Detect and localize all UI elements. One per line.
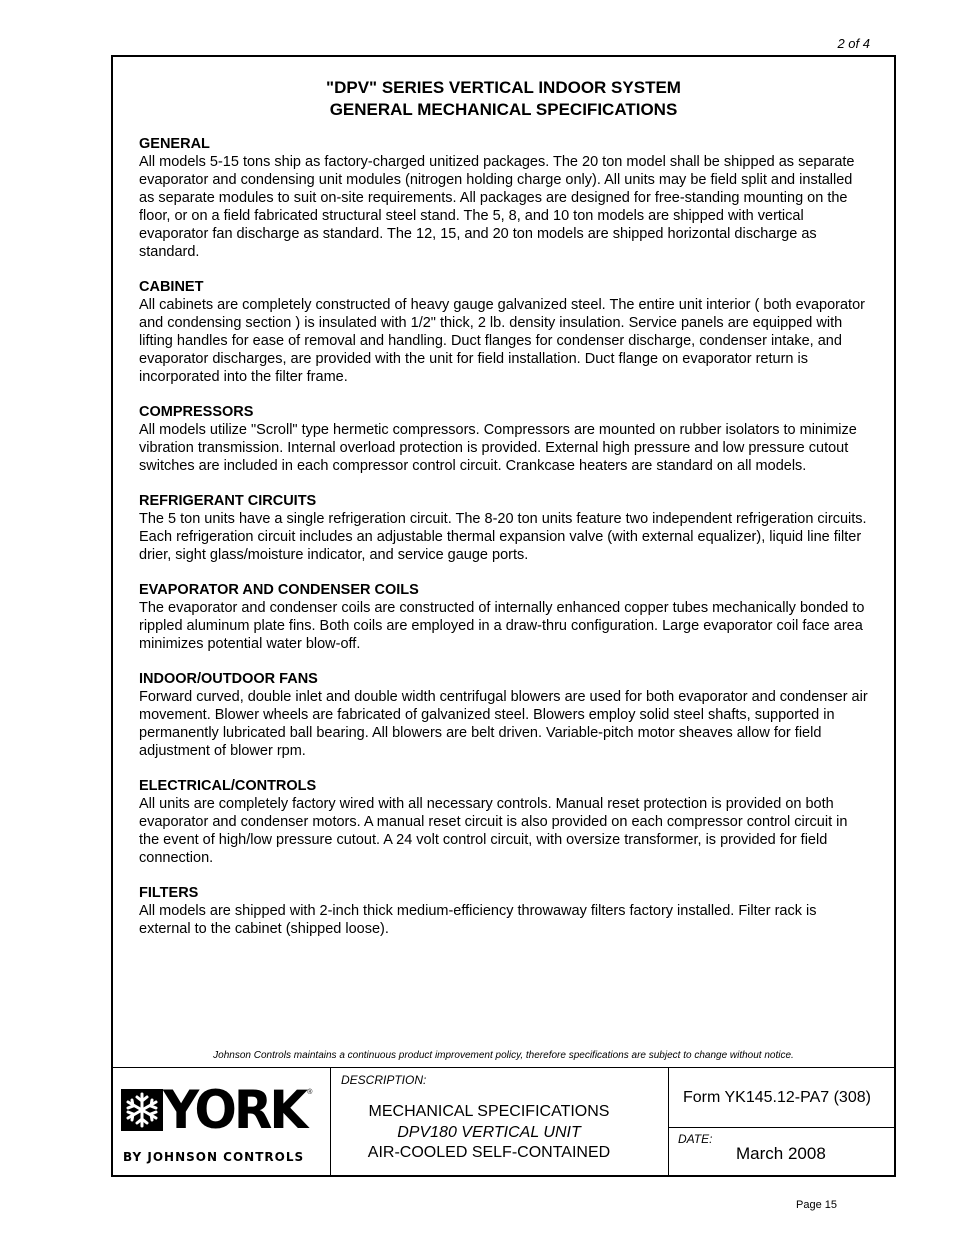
document-title	[113, 77, 894, 121]
york-wordmark: YORK	[163, 1079, 306, 1141]
logo-cell	[113, 1068, 331, 1177]
section-body: All cabinets are completely constructed of heavy gauge galvanized steel. The entire unit interior ( both evaporator and condensing section ) is insulated with 1/2" thick, 2 lb. density insulation. Service panels are equipped with lifting handles for ease of removal and handling. Duct flanges for condenser discharge, condenser intake, and evaporator discharges, are provided with the unit for field installation. Duct flange on evaporator return is incorporated into the filter frame.	[139, 297, 865, 385]
section-body: All models are shipped with 2-inch thick medium-efficiency throwaway filters factory installed. Filter rack is external to the cabinet (shipped loose).	[139, 903, 817, 937]
section-body: All models utilize "Scroll" type hermetic compressors. Compressors are mounted on rubber isolators to minimize vibration transmission. Internal overload protection is provided. External high pressure and low pressure cutout switches are included in each compressor control circuit. Crankcase heaters are standard on all models.	[139, 422, 857, 474]
snowflake-icon	[121, 1089, 163, 1131]
date-value: March 2008	[736, 1144, 826, 1163]
document-frame	[111, 55, 896, 1177]
spec-content	[139, 135, 869, 955]
section-heading: COMPRESSORS	[139, 404, 254, 420]
section-heading: FILTERS	[139, 885, 199, 901]
section-heading: EVAPORATOR AND CONDENSER COILS	[139, 582, 419, 598]
section-heading: INDOOR/OUTDOOR FANS	[139, 671, 318, 687]
description-line-2: DPV180 VERTICAL UNIT	[397, 1123, 581, 1141]
section-heading: CABINET	[139, 279, 204, 295]
description-cell	[330, 1068, 669, 1177]
registered-mark: ®	[307, 1088, 313, 1096]
date-cell	[668, 1128, 894, 1177]
johnson-controls-tagline: BY JOHNSON CONTROLS	[123, 1150, 305, 1164]
title-block	[113, 1067, 894, 1177]
form-number: Form YK145.12-PA7 (308)	[683, 1089, 871, 1106]
policy-notice: Johnson Controls maintains a continuous product improvement policy, therefore specifications are subject to change without notice.	[213, 1050, 794, 1061]
form-number-cell	[668, 1068, 894, 1128]
title-line-1: "DPV" SERIES VERTICAL INDOOR SYSTEM	[326, 78, 681, 97]
date-label: DATE:	[678, 1132, 713, 1146]
description-line-1: MECHANICAL SPECIFICATIONS	[368, 1103, 610, 1120]
section-heading: GENERAL	[139, 136, 210, 152]
section-fans	[139, 670, 869, 760]
description-text	[330, 1102, 648, 1164]
page-counter: 2 of 4	[837, 36, 870, 51]
section-coils	[139, 581, 869, 653]
page-number: Page 15	[796, 1199, 837, 1211]
section-body: The 5 ton units have a single refrigeration circuit. The 8-20 ton units feature two independent refrigeration circuits. Each refrigeration circuit includes an adjustable thermal expansion valve (with external equalizer), liquid line filter drier, sight glass/moisture indicator, and service gauge ports.	[139, 511, 867, 563]
section-body: Forward curved, double inlet and double width centrifugal blowers are used for both evaporator and condenser air movement. Blower wheels are fabricated of galvanized steel. Blowers employ solid steel shafts, supported in permanently lubricated ball bearing. All blowers are belt driven. Variable-pitch motor sheaves allow for field adjustment of blower rpm.	[139, 689, 868, 759]
section-heading: REFRIGERANT CIRCUITS	[139, 493, 317, 509]
section-cabinet	[139, 278, 869, 386]
section-filters	[139, 884, 869, 938]
description-label: DESCRIPTION:	[341, 1073, 427, 1087]
section-general	[139, 135, 869, 261]
title-line-2: GENERAL MECHANICAL SPECIFICATIONS	[329, 100, 678, 119]
section-body: All models 5-15 tons ship as factory-charged unitized packages. The 20 ton model shall be shipped as separate evaporator and condensing unit modules (nitrogen holding charge only). All units may be field split and installed as separate modules to suit on-site requirements. All packages are designed for free-standing mounting on the floor, or on a field fabricated structural steel stand. The 5, 8, and 10 ton models are shipped with vertical evaporator fan discharge as standard. The 12, 15, and 20 ton models are shipped horizontal discharge as standard.	[139, 154, 855, 260]
york-logo	[121, 1079, 313, 1141]
section-compressors	[139, 403, 869, 475]
section-electrical-controls	[139, 777, 869, 867]
description-line-3: AIR-COOLED SELF-CONTAINED	[367, 1144, 611, 1161]
section-heading: ELECTRICAL/CONTROLS	[139, 778, 317, 794]
section-body: The evaporator and condenser coils are constructed of internally enhanced copper tubes mechanically bonded to rippled aluminum plate fins. Both coils are employed in a draw-thru configuration. Large evaporator coil face area minimizes potential water blow-off.	[139, 600, 865, 652]
section-refrigerant-circuits	[139, 492, 869, 564]
section-body: All units are completely factory wired with all necessary controls. Manual reset protection is provided on both evaporator and condenser motors. A manual reset circuit is also provided on each compressor control circuit in the event of high/low pressure cutout. A 24 volt control circuit, with oversize transformer, is provided for field connection.	[139, 796, 848, 866]
